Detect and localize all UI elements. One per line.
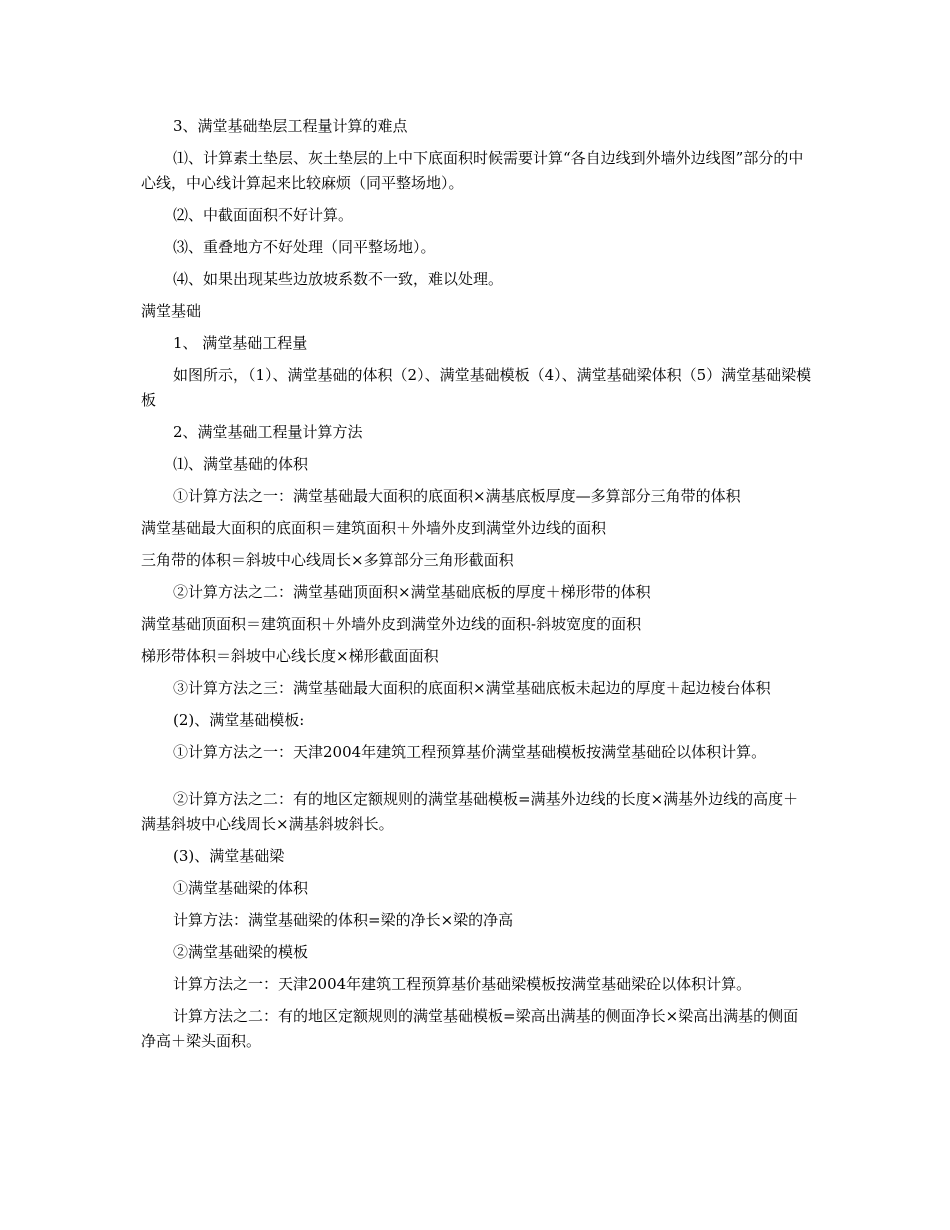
subheading-beam-volume: ①满堂基础梁的体积 — [173, 879, 309, 897]
heading-3-difficulties: 3、满堂基础垫层工程量计算的难点 — [173, 117, 408, 135]
method-2-volume: ②计算方法之二：满堂基础顶面积×满堂基础底板的厚度＋梯形带的体积 — [173, 583, 651, 601]
formula-top-area: 满堂基础顶面积＝建筑面积＋外墙外皮到满堂外边线的面积-斜坡宽度的面积 — [141, 615, 642, 633]
method-1-beam-formwork: 计算方法之一：天津2004年建筑工程预算基价基础梁模板按满堂基础梁砼以体积计算。 — [173, 975, 752, 993]
subheading-formwork: (2)、满堂基础模板: — [173, 711, 305, 729]
formula-trapezoid-volume: 梯形带体积＝斜坡中心线长度×梯形截面面积 — [141, 647, 439, 665]
subheading-beam: (3)、满堂基础梁 — [173, 847, 285, 865]
document-page — [141, 114, 813, 1061]
formula-triangle-volume: 三角带的体积＝斜坡中心线周长×多算部分三角形截面积 — [141, 551, 514, 569]
formula-beam-volume: 计算方法：满堂基础梁的体积=梁的净长×梁的净高 — [173, 911, 514, 929]
method-1-formwork: ①计算方法之一：天津2004年建筑工程预算基价满堂基础模板按满堂基础砼以体积计算。 — [173, 743, 767, 761]
method-2-formwork: ②计算方法之二：有的地区定额规则的满堂基础模板=满基外边线的长度×满基外边线的高度＋满基斜坡中心线周长×满基斜坡斜长。 — [141, 790, 799, 833]
subheading-beam-formwork: ②满堂基础梁的模板 — [173, 943, 309, 961]
heading-1-quantities: 1、 满堂基础工程量 — [173, 334, 308, 352]
method-3-volume: ③计算方法之三：满堂基础最大面积的底面积×满堂基础底板未起边的厚度＋起边棱台体积 — [173, 679, 771, 697]
paragraph-point-1: ⑴、计算素土垫层、灰土垫层的上中下底面积时候需要计算“各自边线到外墙外边线图”部分的中心线，中心线计算起来比较麻烦（同平整场地）。 — [141, 149, 804, 192]
formula-bottom-area: 满堂基础最大面积的底面积＝建筑面积＋外墙外皮到满堂外边线的面积 — [141, 519, 607, 537]
subheading-volume: ⑴、满堂基础的体积 — [173, 455, 309, 473]
heading-2-methods: 2、满堂基础工程量计算方法 — [173, 423, 363, 441]
section-title-raft-foundation: 满堂基础 — [141, 302, 202, 320]
method-1-volume: ①计算方法之一：满堂基础最大面积的底面积×满基底板厚度—多算部分三角带的体积 — [173, 487, 741, 505]
paragraph-point-3: ⑶、重叠地方不好处理（同平整场地）。 — [173, 238, 436, 256]
paragraph-point-4: ⑷、如果出现某些边放坡系数不一致，难以处理。 — [173, 270, 504, 288]
paragraph-figure-description: 如图所示，（1）、满堂基础的体积（2）、满堂基础模板（4）、满堂基础梁体积（5）满堂基础梁模板 — [141, 366, 812, 409]
paragraph-point-2: ⑵、中截面面积不好计算。 — [173, 206, 354, 224]
method-2-beam-formwork: 计算方法之二：有的地区定额规则的满堂基础模板=梁高出满基的侧面净长×梁高出满基的侧面净高＋梁头面积。 — [141, 1007, 799, 1050]
